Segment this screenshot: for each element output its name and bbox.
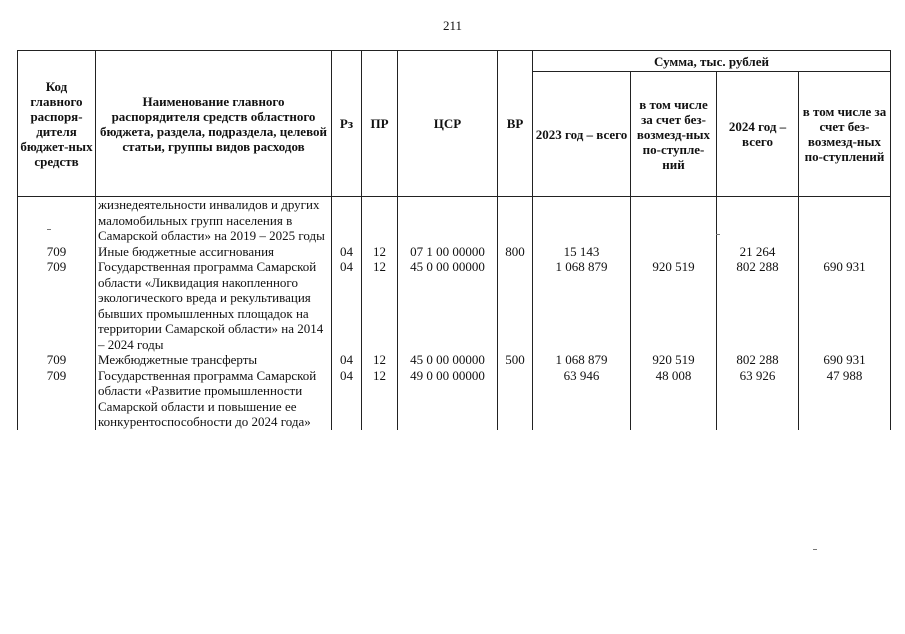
cell-rz xyxy=(332,197,362,244)
cell-name: Государственная программа Самарской области «Развитие промышленности Самарской области и повышение ее конкурентоспособности до 2024 года» xyxy=(96,368,332,430)
page-number: 211 xyxy=(442,18,463,33)
cell-2024-free xyxy=(799,244,891,260)
cell-csr: 45 0 00 00000 xyxy=(398,259,498,352)
cell-2023-free: 48 008 xyxy=(631,368,717,430)
cell-csr xyxy=(398,197,498,244)
cell-name: Межбюджетные трансферты xyxy=(96,352,332,368)
cell-2023-total: 1 068 879 xyxy=(533,259,631,352)
table-row xyxy=(18,244,891,260)
cell-rz: 04 xyxy=(332,368,362,430)
header-pr: ПР xyxy=(362,51,398,197)
cell-code: 709 xyxy=(18,368,96,430)
cell-2023-free: 920 519 xyxy=(631,259,717,352)
cell-name: жизнедеятельности инвалидов и других маломобильных групп населения в Самарской области» на 2019 – 2025 годы xyxy=(96,197,332,244)
cell-2024-total: 21 264 xyxy=(717,244,799,260)
table-row xyxy=(18,197,891,244)
cell-2024-free: 690 931 xyxy=(799,259,891,352)
header-name: Наименование главного распорядителя средств областного бюджета, раздела, подраздела, целевой статьи, группы видов расходов xyxy=(96,51,332,197)
cell-rz: 04 xyxy=(332,352,362,368)
cell-name: Государственная программа Самарской области «Ликвидация накопленного экологического вреда и рекультивация бывших промышленных площадок на территории Самарской области» на 2014 – 2024 годы xyxy=(96,259,332,352)
cell-vr: 500 xyxy=(498,352,533,368)
header-2023-free: в том числе за счет без-возмезд-ных по-ступле-ний xyxy=(631,72,717,197)
header-2023-total: 2023 год – всего xyxy=(533,72,631,197)
cell-code: 709 xyxy=(18,352,96,368)
scan-speck xyxy=(47,229,51,230)
cell-2024-total: 802 288 xyxy=(717,259,799,352)
header-2024-total: 2024 год – всего xyxy=(717,72,799,197)
header-code: Код главного распоря-дителя бюджет-ных средств xyxy=(18,51,96,197)
cell-code: 709 xyxy=(18,244,96,260)
header-csr: ЦСР xyxy=(398,51,498,197)
scan-speck xyxy=(716,234,720,235)
cell-code: 709 xyxy=(18,259,96,352)
cell-2023-free xyxy=(631,197,717,244)
budget-table xyxy=(17,50,891,430)
cell-2024-total xyxy=(717,197,799,244)
cell-2023-total: 15 143 xyxy=(533,244,631,260)
table-header xyxy=(18,51,891,197)
cell-rz: 04 xyxy=(332,244,362,260)
cell-code xyxy=(18,197,96,244)
cell-2023-free: 920 519 xyxy=(631,352,717,368)
table-row xyxy=(18,259,891,352)
cell-rz: 04 xyxy=(332,259,362,352)
cell-2023-total xyxy=(533,197,631,244)
cell-vr xyxy=(498,368,533,430)
cell-2023-total: 63 946 xyxy=(533,368,631,430)
cell-pr: 12 xyxy=(362,352,398,368)
cell-pr: 12 xyxy=(362,259,398,352)
cell-2024-free: 690 931 xyxy=(799,352,891,368)
cell-pr xyxy=(362,197,398,244)
cell-2024-free: 47 988 xyxy=(799,368,891,430)
cell-csr: 49 0 00 00000 xyxy=(398,368,498,430)
table-row xyxy=(18,368,891,430)
cell-2024-total: 802 288 xyxy=(717,352,799,368)
cell-vr xyxy=(498,197,533,244)
cell-csr: 45 0 00 00000 xyxy=(398,352,498,368)
cell-vr xyxy=(498,259,533,352)
table-row xyxy=(18,352,891,368)
header-rz: Рз xyxy=(332,51,362,197)
cell-pr: 12 xyxy=(362,368,398,430)
cell-name: Иные бюджетные ассигнования xyxy=(96,244,332,260)
cell-2024-free xyxy=(799,197,891,244)
cell-2023-total: 1 068 879 xyxy=(533,352,631,368)
scan-speck xyxy=(813,549,817,550)
header-vr: ВР xyxy=(498,51,533,197)
cell-pr: 12 xyxy=(362,244,398,260)
cell-vr: 800 xyxy=(498,244,533,260)
header-sum-group: Сумма, тыс. рублей xyxy=(533,51,891,72)
cell-2024-total: 63 926 xyxy=(717,368,799,430)
header-2024-free: в том числе за счет без-возмезд-ных по-ступлений xyxy=(799,72,891,197)
cell-2023-free xyxy=(631,244,717,260)
cell-csr: 07 1 00 00000 xyxy=(398,244,498,260)
